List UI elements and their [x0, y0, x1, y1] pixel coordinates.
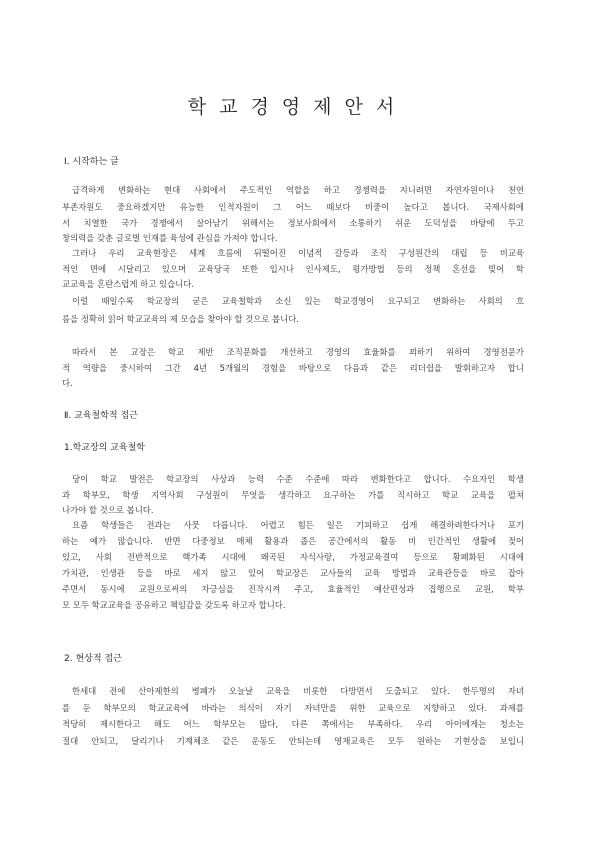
paragraph-line: 요즘 학생들은 전과는 사뭇 다릅니다. 어렵고 힘든 일은 기피하고 쉽게 해결하려한다거나 포기	[72, 520, 524, 530]
paragraph-line: 가치관, 인생관 등을 바로 세지 않고 있어 학교장은 교사들의 교육 방법과 교육관등을 바로 잡아	[62, 568, 524, 578]
paragraph-line: 절대 안되고, 달리기나 기계체조 같은 운동도 안되는데 영재교육은 모두 원하는 기현상을 보입니	[62, 736, 524, 746]
paragraph-line: 모 모두 학교교육을 공유하고 책임감을 갖도록 하고자 합니다.	[62, 600, 286, 610]
paragraph-line: 적 역량을 중시하여 그간 4년 5개월의 경험을 바탕으로 다음과 같은 리더쉽을 발휘하고자 합니	[62, 363, 524, 373]
section-2-subheading: 1.학교장의 교육철학	[64, 443, 146, 453]
paragraph-line: 그러나 우리 교육현장은 세계 흐름에 뒤떨어진 이념적 갈등과 조직 구성원간의 대립 등 비교육	[72, 248, 524, 258]
paragraph-line: 주면서 동시에 교원으로써의 자긍심을 진작시켜 주고, 효율적인 예산편성과 집행으로 교원, 학부	[62, 584, 524, 594]
section-2-heading: Ⅱ. 교육철학적 접근	[64, 411, 138, 421]
paragraph-line: 적인 면에 시달리고 있으며 교육당국 또한 입시나 인사제도, 평가방법 등의 정책 혼선을 빚어 학	[62, 264, 524, 274]
paragraph-line: 급격하게 변화하는 현대 사회에서 주도적인 역할을 하고 경쟁력을 지니려면 자연자원이나 천연	[72, 185, 524, 195]
paragraph-line: 나가야 할 것으로 봅니다.	[62, 505, 154, 515]
paragraph-line: 서 치열한 국가 경쟁에서 살아남기 위해서는 정보사회에서 소통하기 쉬운 도덕성을 바탕에 두고	[62, 218, 524, 228]
paragraph-line: 름을 정확히 읽어 학교교육의 제 모습을 찾아야 할 것으로 봅니다.	[62, 314, 299, 324]
paragraph-line: 과 학부모, 학생 지역사회 구성원이 무엇을 생각하고 요구하는 가를 직시하고 학교 교육을 펼쳐	[62, 490, 524, 500]
section-3-heading: 2. 현상적 접근	[64, 654, 122, 664]
paragraph-line: 다.	[62, 378, 73, 388]
paragraph-line: 하는 예가 많습니다. 반면 다중정보 매체 활용과 좁은 공간에서의 활동 비 인간적인 생활에 젖어	[62, 536, 524, 546]
paragraph-line: 창의력을 갖춘 글로벌 인재를 육성에 관심을 가져야 합니다.	[62, 233, 278, 243]
document-title: 학교경영제안서	[187, 96, 408, 118]
paragraph-line: 당이 학교 발전은 학교장의 사상과 능력 수준 수준에 따라 변화한다고 합니다. 수요자인 학생	[72, 474, 524, 484]
paragraph-line: 교교육을 혼란스럽게 하고 있습니다.	[62, 279, 195, 289]
paragraph-line: 를 둔 학부모의 학교교육에 바라는 의식이 자기 자녀만을 위한 교육으로 지향하고 있다. 과제를	[62, 703, 524, 713]
paragraph-line: 이럴 때일수록 학교장의 굳은 교육철학과 소신 있는 학교경영이 요구되고 변화하는 사회의 흐	[72, 296, 524, 306]
paragraph-line: 부존자원도 중요하겠지만 유능한 인적자원이 그 어느 때보다 비중이 높다고 봅니다. 국제사회에	[62, 202, 524, 212]
section-1-heading: Ⅰ. 시작하는 글	[64, 157, 119, 167]
paragraph-line: 있고, 사회 전반적으로 핵가족 시대에 왜곡된 자식사랑, 가정교육결여 등으로 황폐화된 시대에	[62, 552, 524, 562]
paragraph-line: 한세대 전에 산아제한의 병폐가 오늘날 교육을 비롯한 다방면서 도출되고 있다. 한두명의 자녀	[72, 686, 524, 696]
paragraph-line: 적당히 제시한다고 해도 어느 학부모는 많다, 다른 쪽에서는 부족하다. 우리 아이에게는 청소는	[62, 719, 524, 729]
paragraph-line: 따라서 본 교장은 학교 제반 조직문화를 개선하고 경영의 효율화를 꾀하기 위하여 경영전문가	[72, 347, 524, 357]
